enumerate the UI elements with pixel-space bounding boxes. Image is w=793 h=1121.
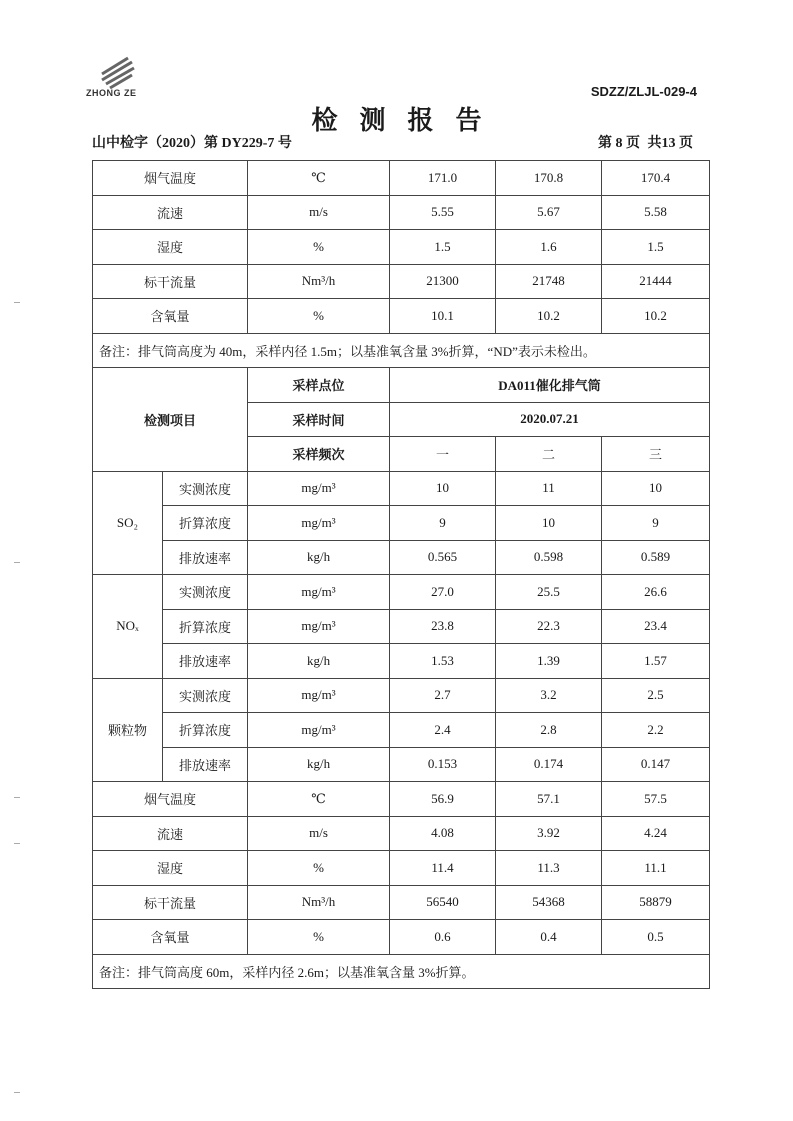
freq-3: 三 bbox=[602, 437, 710, 472]
value-cell: 4.08 bbox=[390, 816, 496, 851]
value-cell: 9 bbox=[390, 506, 496, 541]
sub-item: 实测浓度 bbox=[163, 678, 248, 713]
value-cell: 0.5 bbox=[602, 920, 710, 955]
value-cell: 1.5 bbox=[602, 230, 710, 265]
table-row bbox=[93, 747, 710, 782]
time-value: 2020.07.21 bbox=[390, 402, 710, 437]
unit-cell: Nm³/h bbox=[248, 264, 390, 299]
value-cell: 10.1 bbox=[390, 299, 496, 334]
freq-1: 一 bbox=[390, 437, 496, 472]
brand-name: ZHONG ZE bbox=[86, 88, 137, 98]
value-cell: 1.5 bbox=[390, 230, 496, 265]
page-total: 共13 页 bbox=[647, 136, 693, 151]
unit-cell: % bbox=[248, 299, 390, 334]
table-row bbox=[93, 333, 710, 368]
value-cell: 5.58 bbox=[602, 195, 710, 230]
unit-cell: mg/m³ bbox=[248, 575, 390, 610]
scan-mark bbox=[14, 797, 20, 798]
value-cell: 9 bbox=[602, 506, 710, 541]
value-cell: 3.92 bbox=[496, 816, 602, 851]
value-cell: 10 bbox=[602, 471, 710, 506]
value-cell: 171.0 bbox=[390, 161, 496, 196]
unit-cell: Nm³/h bbox=[248, 885, 390, 920]
sub-item: 实测浓度 bbox=[163, 471, 248, 506]
value-cell: 0.6 bbox=[390, 920, 496, 955]
unit-cell: kg/h bbox=[248, 540, 390, 575]
sub-item: 排放速率 bbox=[163, 644, 248, 679]
value-cell: 0.598 bbox=[496, 540, 602, 575]
value-cell: 56540 bbox=[390, 885, 496, 920]
value-cell: 3.2 bbox=[496, 678, 602, 713]
sub-item: 排放速率 bbox=[163, 540, 248, 575]
document-code: SDZZ/ZLJL-029-4 bbox=[590, 84, 697, 99]
item-header: 检测项目 bbox=[93, 368, 248, 472]
value-cell: 11.4 bbox=[390, 851, 496, 886]
table-row bbox=[93, 368, 710, 403]
row-label: 湿度 bbox=[93, 851, 248, 886]
emission-data-table bbox=[92, 160, 710, 989]
row-label: 流速 bbox=[93, 816, 248, 851]
scan-mark bbox=[14, 1092, 20, 1093]
table-row bbox=[93, 713, 710, 748]
unit-cell: ℃ bbox=[248, 161, 390, 196]
value-cell: 2.2 bbox=[602, 713, 710, 748]
value-cell: 23.8 bbox=[390, 609, 496, 644]
point-value: DA011催化排气筒 bbox=[390, 368, 710, 403]
table-row bbox=[93, 471, 710, 506]
value-cell: 170.8 bbox=[496, 161, 602, 196]
unit-cell: mg/m³ bbox=[248, 678, 390, 713]
row-label: 烟气温度 bbox=[93, 782, 248, 817]
sub-item: 折算浓度 bbox=[163, 506, 248, 541]
row-label: 含氧量 bbox=[93, 920, 248, 955]
value-cell: 0.565 bbox=[390, 540, 496, 575]
value-cell: 10 bbox=[390, 471, 496, 506]
sub-item: 实测浓度 bbox=[163, 575, 248, 610]
table-row bbox=[93, 195, 710, 230]
value-cell: 26.6 bbox=[602, 575, 710, 610]
row-label: 标干流量 bbox=[93, 264, 248, 299]
report-number: 山中检字（2020）第 DY229-7 号 bbox=[92, 136, 292, 151]
unit-cell: mg/m³ bbox=[248, 471, 390, 506]
value-cell: 11.1 bbox=[602, 851, 710, 886]
row-label: 含氧量 bbox=[93, 299, 248, 334]
unit-cell: kg/h bbox=[248, 747, 390, 782]
row-label: 标干流量 bbox=[93, 885, 248, 920]
sub-item: 折算浓度 bbox=[163, 713, 248, 748]
row-label: 湿度 bbox=[93, 230, 248, 265]
unit-cell: % bbox=[248, 920, 390, 955]
value-cell: 56.9 bbox=[390, 782, 496, 817]
value-cell: 10 bbox=[496, 506, 602, 541]
scan-mark bbox=[14, 302, 20, 303]
freq-label: 采样频次 bbox=[248, 437, 390, 472]
value-cell: 57.5 bbox=[602, 782, 710, 817]
value-cell: 21748 bbox=[496, 264, 602, 299]
table-row bbox=[93, 506, 710, 541]
page-title: 检测报告 bbox=[311, 106, 504, 136]
page-number: 第 8 页 bbox=[598, 136, 640, 151]
value-cell: 2.4 bbox=[390, 713, 496, 748]
row-label: 烟气温度 bbox=[93, 161, 248, 196]
unit-cell: mg/m³ bbox=[248, 713, 390, 748]
table-row bbox=[93, 920, 710, 955]
unit-cell: ℃ bbox=[248, 782, 390, 817]
value-cell: 0.174 bbox=[496, 747, 602, 782]
table-row bbox=[93, 678, 710, 713]
value-cell: 1.39 bbox=[496, 644, 602, 679]
group-label: NOₓ bbox=[93, 575, 163, 679]
value-cell: 11.3 bbox=[496, 851, 602, 886]
value-cell: 10.2 bbox=[602, 299, 710, 334]
table-row bbox=[93, 609, 710, 644]
value-cell: 0.147 bbox=[602, 747, 710, 782]
value-cell: 23.4 bbox=[602, 609, 710, 644]
value-cell: 1.53 bbox=[390, 644, 496, 679]
sub-item: 排放速率 bbox=[163, 747, 248, 782]
value-cell: 25.5 bbox=[496, 575, 602, 610]
table-row bbox=[93, 299, 710, 334]
table-row bbox=[93, 161, 710, 196]
table-row bbox=[93, 264, 710, 299]
value-cell: 5.55 bbox=[390, 195, 496, 230]
point-label: 采样点位 bbox=[248, 368, 390, 403]
group-label: SO₂ bbox=[93, 471, 163, 575]
scan-mark bbox=[14, 843, 20, 844]
value-cell: 54368 bbox=[496, 885, 602, 920]
value-cell: 2.5 bbox=[602, 678, 710, 713]
value-cell: 10.2 bbox=[496, 299, 602, 334]
table-row bbox=[93, 540, 710, 575]
value-cell: 1.6 bbox=[496, 230, 602, 265]
row-label: 流速 bbox=[93, 195, 248, 230]
unit-cell: % bbox=[248, 230, 390, 265]
table-row bbox=[93, 575, 710, 610]
table-row bbox=[93, 782, 710, 817]
value-cell: 2.8 bbox=[496, 713, 602, 748]
value-cell: 1.57 bbox=[602, 644, 710, 679]
table-row bbox=[93, 816, 710, 851]
value-cell: 27.0 bbox=[390, 575, 496, 610]
sub-item: 折算浓度 bbox=[163, 609, 248, 644]
value-cell: 0.589 bbox=[602, 540, 710, 575]
value-cell: 5.67 bbox=[496, 195, 602, 230]
remark-note: 备注：排气筒高度 60m，采样内径 2.6m；以基准氧含量 3%折算。 bbox=[93, 954, 710, 989]
page-info bbox=[594, 132, 693, 152]
unit-cell: mg/m³ bbox=[248, 609, 390, 644]
group-label: 颗粒物 bbox=[93, 678, 163, 782]
unit-cell: m/s bbox=[248, 816, 390, 851]
unit-cell: m/s bbox=[248, 195, 390, 230]
table-row bbox=[93, 885, 710, 920]
table-row bbox=[93, 851, 710, 886]
freq-2: 二 bbox=[496, 437, 602, 472]
value-cell: 11 bbox=[496, 471, 602, 506]
value-cell: 0.153 bbox=[390, 747, 496, 782]
table-row bbox=[93, 230, 710, 265]
value-cell: 4.24 bbox=[602, 816, 710, 851]
time-label: 采样时间 bbox=[248, 402, 390, 437]
value-cell: 21444 bbox=[602, 264, 710, 299]
value-cell: 2.7 bbox=[390, 678, 496, 713]
unit-cell: kg/h bbox=[248, 644, 390, 679]
table-row bbox=[93, 954, 710, 989]
value-cell: 57.1 bbox=[496, 782, 602, 817]
value-cell: 22.3 bbox=[496, 609, 602, 644]
scan-mark bbox=[14, 562, 20, 563]
value-cell: 0.4 bbox=[496, 920, 602, 955]
value-cell: 21300 bbox=[390, 264, 496, 299]
unit-cell: % bbox=[248, 851, 390, 886]
remark-note: 备注：排气筒高度为 40m，采样内径 1.5m；以基准氧含量 3%折算，“ND”表示未检出。 bbox=[93, 333, 710, 368]
unit-cell: mg/m³ bbox=[248, 506, 390, 541]
value-cell: 170.4 bbox=[602, 161, 710, 196]
table-row bbox=[93, 644, 710, 679]
value-cell: 58879 bbox=[602, 885, 710, 920]
